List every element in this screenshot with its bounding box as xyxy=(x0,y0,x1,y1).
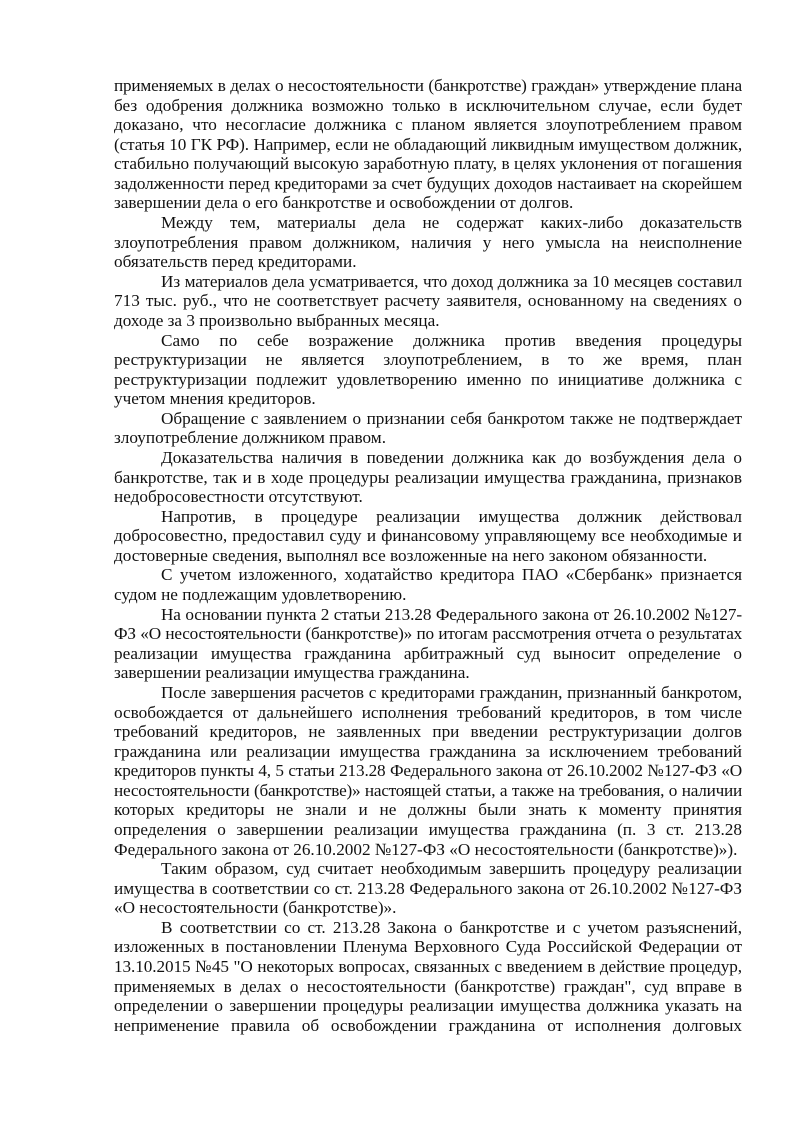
paragraph xyxy=(114,409,742,448)
text-line: освобождается от дальнейшего исполнения требований кредиторов, в том числе xyxy=(114,702,742,722)
paragraph xyxy=(114,213,742,272)
paragraph xyxy=(114,918,742,1035)
text-line: 713 тыс. руб., что не соответствует расчету заявителя, основанному на сведениях о xyxy=(114,291,742,311)
text-line: имущества в соответствии со ст. 213.28 Федерального закона от 26.10.2002 №127-ФЗ xyxy=(114,878,742,898)
text-line: доказано, что несогласие должника с планом является злоупотреблением правом xyxy=(114,115,742,135)
text-line: гражданина или реализации имущества гражданина за исключением требований xyxy=(114,741,742,761)
text-line: обязательств перед кредиторами. xyxy=(114,252,357,272)
text-line: определения о завершении реализации имущества гражданина (п. 3 ст. 213.28 xyxy=(114,819,742,839)
text-line: изложенных в постановлении Пленума Верховного Суда Российской Федерации от xyxy=(114,937,742,957)
text-line: Обращение с заявлением о признании себя банкротом также не подтверждает xyxy=(161,408,742,428)
text-line: недобросовестности отсутствуют. xyxy=(114,487,363,507)
text-line: Между тем, материалы дела не содержат каких-либо доказательств xyxy=(161,213,742,233)
text-line: Таким образом, суд считает необходимым завершить процедуру реализации xyxy=(161,859,742,879)
text-line: После завершения расчетов с кредиторами гражданин, признанный банкротом, xyxy=(161,682,742,702)
text-line: «О несостоятельности (банкротстве)». xyxy=(114,898,397,918)
text-line: завершении реализации имущества гражданина. xyxy=(114,663,470,683)
text-line: неприменение правила об освобождении гражданина от исполнения долговых xyxy=(114,1015,742,1035)
paragraph xyxy=(114,331,742,409)
paragraph xyxy=(114,859,742,918)
paragraph xyxy=(114,565,742,604)
paragraph xyxy=(114,683,742,859)
text-line: Доказательства наличия в поведении должника как до возбуждения дела о xyxy=(161,447,742,467)
text-line: несостоятельности (банкротстве)» настоящей статьи, а также на требования, о наличии xyxy=(114,780,742,800)
text-line: банкротстве, так и в ходе процедуры реализации имущества гражданина, признаков xyxy=(114,467,742,487)
paragraph xyxy=(114,605,742,683)
text-line: ФЗ «О несостоятельности (банкротстве)» по итогам рассмотрения отчета о результатах xyxy=(114,624,742,644)
text-line: Федерального закона от 26.10.2002 №127-ФЗ «О несостоятельности (банкротстве)»). xyxy=(114,839,738,859)
text-line: завершении дела о его банкротстве и освобождении от долгов. xyxy=(114,193,574,213)
text-line: Само по себе возражение должника против введения процедуры xyxy=(161,330,742,350)
text-line: без одобрения должника возможно только в исключительном случае, если будет xyxy=(114,95,742,115)
text-line: Из материалов дела усматривается, что доход должника за 10 месяцев составил xyxy=(161,271,742,291)
text-line: применяемых в делах о несостоятельности (банкротстве) граждан» утверждение плана xyxy=(114,76,742,95)
text-line: кредиторов пункты 4, 5 статьи 213.28 Федерального закона от 26.10.2002 №127-ФЗ «О xyxy=(114,761,742,781)
text-line: задолженности перед кредиторами за счет будущих доходов настаивает на скорейшем xyxy=(114,173,742,193)
text-line: которых кредиторы не знали и не должны были знать к моменту принятия xyxy=(114,800,742,820)
paragraph xyxy=(114,272,742,331)
text-line: учетом мнения кредиторов. xyxy=(114,389,316,409)
text-line: реструктуризации подлежит удовлетворению именно по инициативе должника с xyxy=(114,369,742,389)
text-line: применяемых в делах о несостоятельности (банкротстве) граждан", суд вправе в xyxy=(114,976,742,996)
text-line: (статья 10 ГК РФ). Например, если не обладающий ликвидным имуществом должник, xyxy=(114,134,742,154)
paragraph xyxy=(114,507,742,566)
text-line: достоверные сведения, выполнял все возложенные на него законом обязанности. xyxy=(114,545,708,565)
document-page xyxy=(114,76,742,1035)
text-line: добросовестно, предоставил суду и финансовому управляющему все необходимые и xyxy=(114,526,742,546)
text-line: стабильно получающий высокую заработную плату, в целях уклонения от погашения xyxy=(114,154,742,174)
text-line: доходе за 3 произвольно выбранных месяца. xyxy=(114,310,440,330)
text-line: 13.10.2015 №45 "О некоторых вопросах, связанных с введением в действие процедур, xyxy=(114,957,742,977)
text-line: Напротив, в процедуре реализации имущества должник действовал xyxy=(161,506,742,526)
paragraph xyxy=(114,448,742,507)
text-line: судом не подлежащим удовлетворению. xyxy=(114,585,407,605)
text-line: На основании пункта 2 статьи 213.28 Федерального закона от 26.10.2002 №127- xyxy=(161,604,742,624)
text-line: реализации имущества гражданина арбитражный суд выносит определение о xyxy=(114,643,742,663)
text-line: В соответствии со ст. 213.28 Закона о банкротстве и с учетом разъяснений, xyxy=(161,917,742,937)
text-line: злоупотребления правом должником, наличия у него умысла на неисполнение xyxy=(114,232,742,252)
document-body xyxy=(114,76,742,1035)
text-line: определении о завершении процедуры реализации имущества должника указать на xyxy=(114,996,742,1016)
text-line: злоупотребление должником правом. xyxy=(114,428,386,448)
paragraph xyxy=(114,76,742,213)
text-line: реструктуризации не является злоупотреблением, в то же время, план xyxy=(114,350,742,370)
text-line: С учетом изложенного, ходатайство кредитора ПАО «Сбербанк» признается xyxy=(161,565,742,585)
text-line: требований кредиторов, не заявленных при введении реструктуризации долгов xyxy=(114,722,742,742)
